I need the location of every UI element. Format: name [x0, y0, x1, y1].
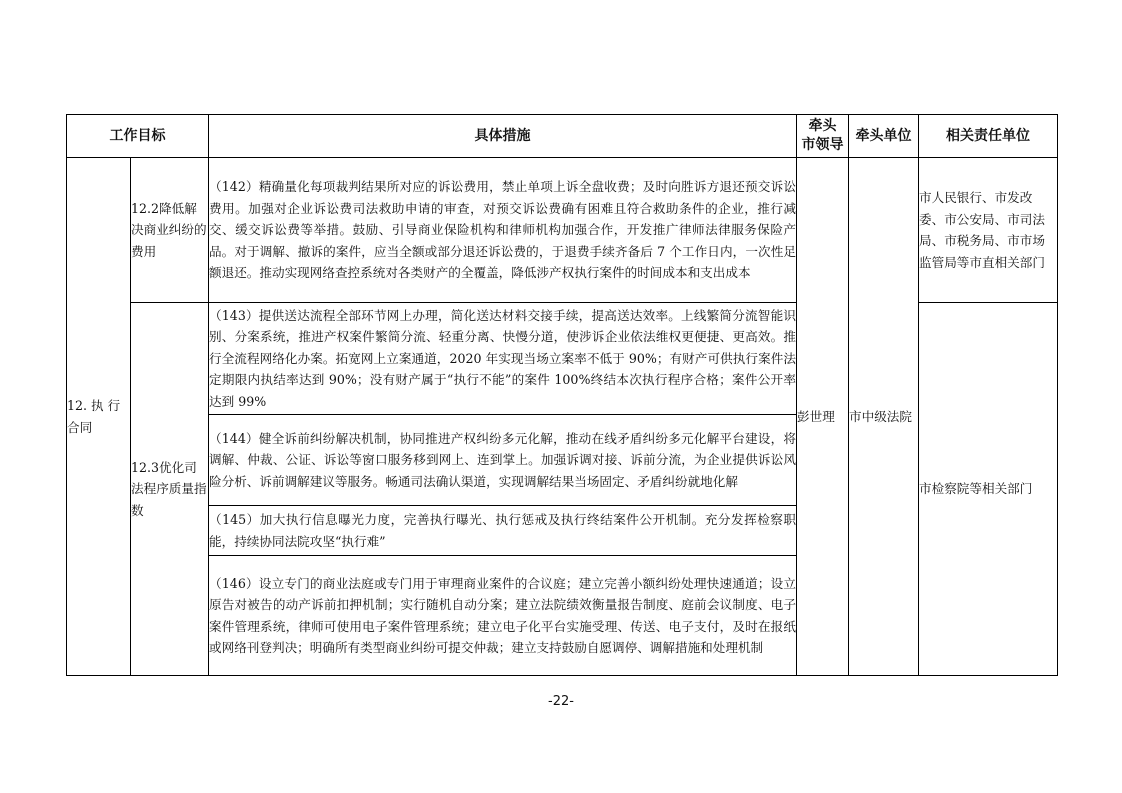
related-units-cell: 市检察院等相关部门 — [919, 303, 1058, 676]
measure-cell: （145）加大执行信息曝光力度，完善执行曝光、执行惩戒及执行终结案件公开机制。充分发挥检察职能，持续协同法院攻坚“执行难” — [209, 506, 797, 556]
measure-cell: （142）精确量化每项裁判结果所对应的诉讼费用，禁止单项上诉全盘收费；及时向胜诉方退还预交诉讼费用。加强对企业诉讼费司法救助申请的审查，对预交诉讼费确有困难且符合救助条件的企业，推行减交、缓交诉讼费等举措。鼓励、引导商业保险机构和律师机构加强合作，开发推广律师法律服务保险产品。对于调解、撤诉的案件，应当全额或部分退还诉讼费的，于退费手续齐备后 7 个工作日内，一次性足额退还。推动实现网络查控系统对各类财产的全覆盖，降低涉产权执行案件的时间成本和支出成本 — [209, 158, 797, 303]
page-number: -22- — [548, 694, 574, 709]
measure-cell: （143）提供送达流程全部环节网上办理，简化送达材料交接手续，提高送达效率。上线繁简分流智能识别、分案系统，推进产权案件繁简分流、轻重分离、快慢分道，使涉诉企业依法维权更便捷、更高效。推行全流程网络化办案。拓宽网上立案通道，2020 年实现当场立案率不低于 90%；有财产可供执行案件法定期限内执结率达到 90%；没有财产属于“执行不能”的案件 100%终结本次执行程序合格；案件公开率达到 99% — [209, 303, 797, 415]
measure-cell: （146）设立专门的商业法庭或专门用于审理商业案件的合议庭；建立完善小额纠纷处理快速通道；设立原告对被告的动产诉前扣押机制；实行随机自动分案；建立法院绩效衡量报告制度、庭前会议制度、电子案件管理系统，律师可使用电子案件管理系统；建立电子化平台实施受理、传送、电子支付，及时在报纸或网络刊登判决；明确所有类型商业纠纷可提交仲裁；建立支持鼓励自愿调停、调解措施和处理机制 — [209, 556, 797, 676]
header-lead-unit: 牵头单位 — [849, 115, 919, 158]
header-related-units: 相关责任单位 — [919, 115, 1058, 158]
header-lead-leader — [797, 115, 849, 158]
header-measures: 具体措施 — [209, 115, 797, 158]
header-goal: 工作目标 — [67, 115, 209, 158]
subgoal-cell: 12.3优化司法程序质量指数 — [131, 303, 209, 676]
table-row — [67, 158, 1058, 303]
measure-cell: （144）健全诉前纠纷解决机制，协同推进产权纠纷多元化解，推动在线矛盾纠纷多元化解平台建设，将调解、仲裁、公证、诉讼等窗口服务移到网上、连到掌上。加强诉调对接、诉前分流，为企业提供诉讼风险分析、诉前调解建议等服务。畅通司法确认渠道，实现调解结果当场固定、矛盾纠纷就地化解 — [209, 415, 797, 506]
header-lead-leader-line1: 牵头 — [808, 118, 837, 134]
goal-cell: 12. 执 行合同 — [67, 158, 131, 676]
header-lead-leader-line2: 市领导 — [801, 137, 844, 153]
work-plan-table — [66, 114, 1058, 676]
related-units-cell: 市人民银行、市发改委、市公安局、市司法局、市税务局、市市场监管局等市直相关部门 — [919, 158, 1058, 303]
lead-unit-cell: 市中级法院 — [849, 158, 919, 676]
subgoal-cell: 12.2降低解决商业纠纷的费用 — [131, 158, 209, 303]
table-header-row — [67, 115, 1058, 158]
lead-leader-cell: 彭世理 — [797, 158, 849, 676]
